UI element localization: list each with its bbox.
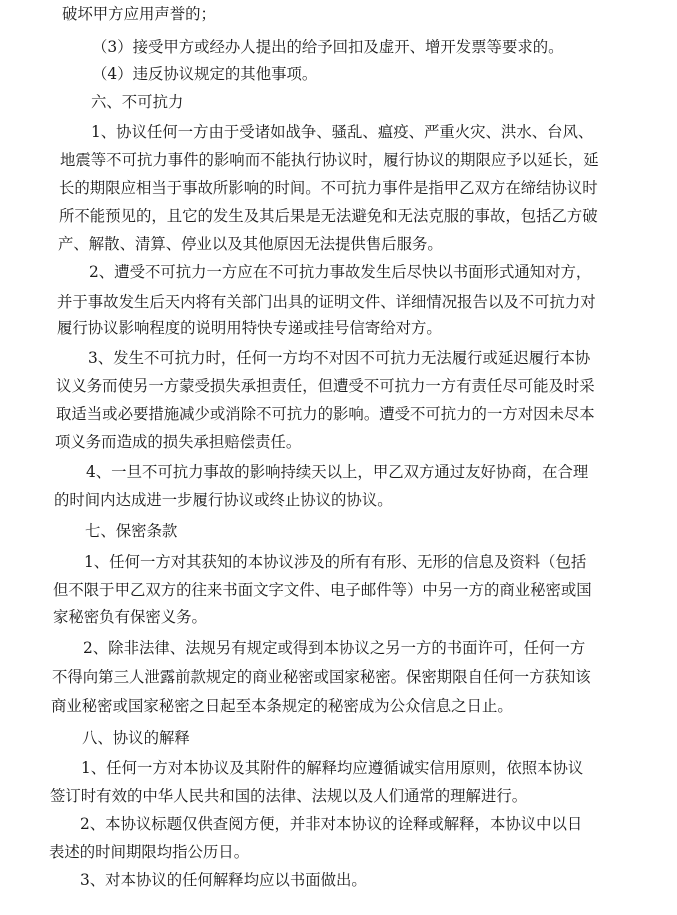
- section-heading: 六、不可抗力: [91, 93, 184, 111]
- text-line: 项义务而造成的损失承担赔偿责任。: [55, 433, 302, 451]
- text-line: 表述的时间期限均指公历日。: [49, 843, 250, 861]
- text-line: 破坏甲方应用声誉的；: [62, 5, 216, 23]
- text-line: 2、除非法律、法规另有规定或得到本协议之另一方的书面许可，任何一方: [83, 639, 586, 657]
- text-line: 取适当或必要措施减少或消除不可抗力的影响。遭受不可抗力的一方对因未尽本: [56, 405, 595, 423]
- text-line: （4）违反协议规定的其他事项。: [92, 65, 318, 83]
- section-heading: 八、协议的解释: [82, 729, 190, 747]
- text-line: 1、协议任何一方由于受诸如战争、骚乱、瘟疫、严重火灾、洪水、台风、: [91, 123, 594, 141]
- text-line: 商业秘密或国家秘密之日起至本条规定的秘密成为公众信息之日止。: [51, 697, 513, 715]
- text-line: 产、解散、清算、停业以及其他原因无法提供售后服务。: [58, 235, 443, 253]
- text-line: 的时间内达成进一步履行协议或终止协议的协议。: [54, 491, 393, 509]
- text-line: 2、本协议标题仅供查阅方便，并非对本协议的诠释或解释，本协议中以日: [80, 815, 583, 833]
- text-line: 地震等不可抗力事件的影响而不能执行协议时，履行协议的期限应予以延长，延: [60, 151, 599, 169]
- text-line: 长的期限应相当于事故所影响的时间。不可抗力事件是指甲乙双方在缔结协议时: [59, 179, 598, 197]
- section-heading: 七、保密条款: [85, 522, 178, 540]
- text-line: 4、一旦不可抗力事故的影响持续天以上，甲乙双方通过友好协商，在合理: [86, 463, 589, 481]
- text-line: 不得向第三人泄露前款规定的商业秘密或国家秘密。保密期限自任何一方获知该: [52, 668, 591, 686]
- text-line: 1、任何一方对本协议及其附件的解释均应遵循诚实信用原则，依照本协议: [81, 759, 584, 777]
- text-line: 家秘密负有保密义务。: [53, 608, 207, 626]
- text-line: 签订时有效的中华人民共和国的法律、法规以及人们通常的理解进行。: [50, 787, 528, 805]
- text-line: 1、任何一方对其获知的本协议涉及的所有有形、无形的信息及资料（包括: [84, 553, 587, 571]
- text-line: 但不限于甲乙双方的往来书面文字文件、电子邮件等）中另一方的商业秘密或国: [53, 581, 592, 599]
- text-line: 所不能预见的，且它的发生及其后果是无法避免和无法克服的事故，包括乙方破: [59, 207, 598, 225]
- text-line: 3、发生不可抗力时，任何一方均不对因不可抗力无法履行或延迟履行本协: [88, 349, 591, 367]
- text-line: 2、遭受不可抗力一方应在不可抗力事故发生后尽快以书面形式通知对方，: [89, 263, 592, 281]
- text-line: 履行协议影响程度的说明用特快专递或挂号信寄给对方。: [57, 319, 442, 337]
- text-line: 并于事故发生后天内将有关部门出具的证明文件、详细情况报告以及不可抗力对: [57, 293, 596, 311]
- text-line: （3）接受甲方或经办人提出的给予回扣及虚开、增开发票等要求的。: [92, 38, 564, 56]
- text-line: 3、对本协议的任何解释均应以书面做出。: [80, 871, 367, 889]
- text-line: 议义务而使另一方蒙受损失承担责任，但遭受不可抗力一方有责任尽可能及时采: [56, 377, 595, 395]
